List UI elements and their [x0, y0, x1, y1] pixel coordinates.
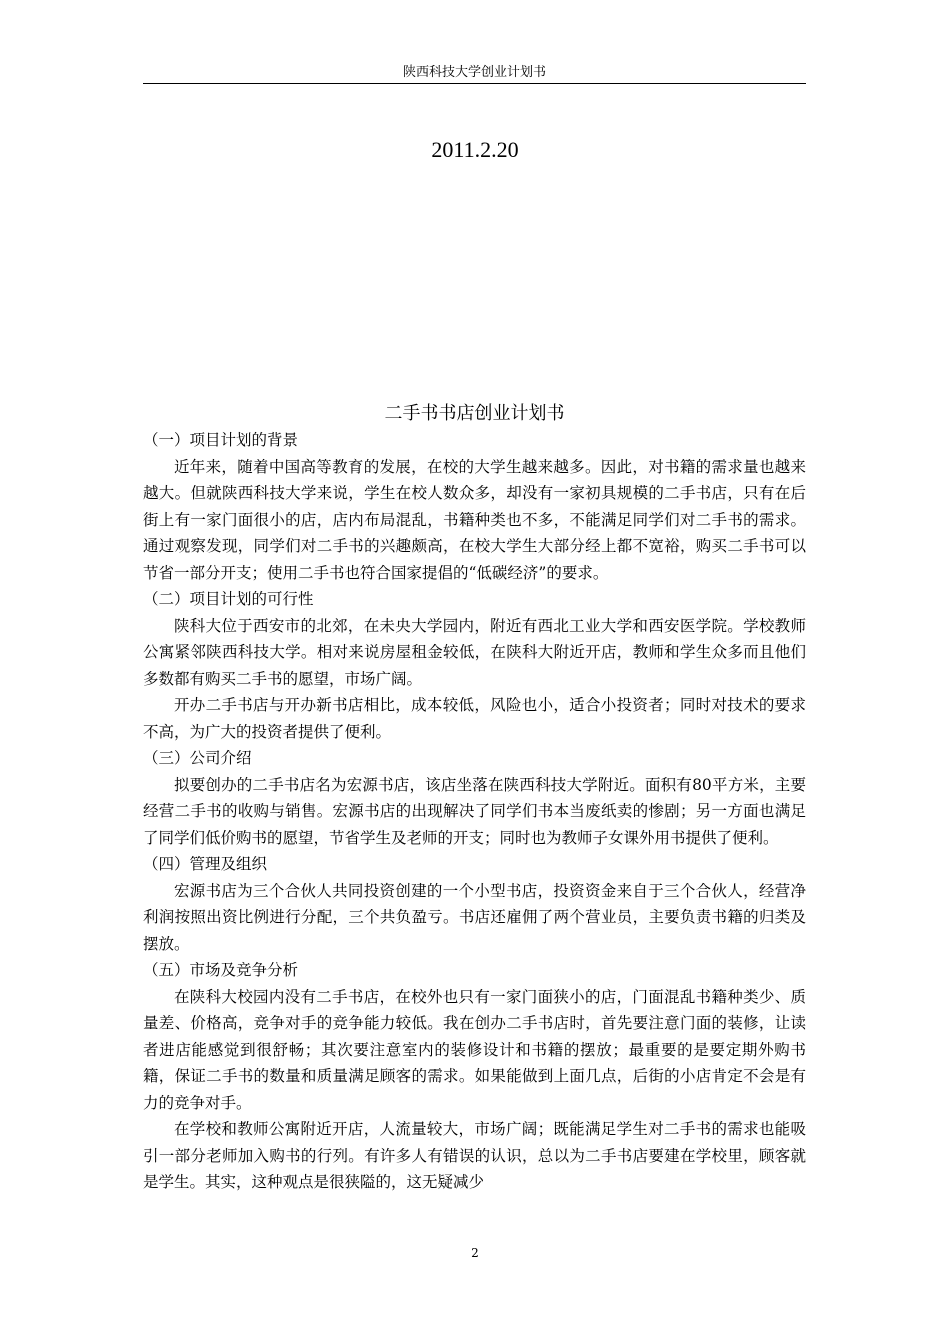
running-header: 陕西科技大学创业计划书 — [402, 65, 546, 80]
document-date: 2011.2.20 — [431, 137, 519, 162]
section-heading-background: （一）项目计划的背景 — [143, 431, 299, 449]
paragraph: 开办二手书店与开办新书店相比，成本较低，风险也小，适合小投资者；同时对技术的要求不高，为广大的投资者提供了便利。 — [143, 696, 806, 741]
paragraph: 近年来，随着中国高等教育的发展，在校的大学生越来越多。因此，对书籍的需求量也越来越大。但就陕西科技大学来说，学生在校人数众多，却没有一家初具规模的二手书店，只有在后街上有一家门面很小的店，店内布局混乱，书籍种类也不多，不能满足同学们对二手书的需求。通过观察发现，同学们对二手书的兴趣颇高，在校大学生大部分经上都不宽裕，购买二手书可以节省一部分开支；使用二手书也符合国家提倡的“低碳经济”的要求。 — [143, 457, 806, 582]
paragraph: 在陕科大校园内没有二手书店，在校外也只有一家门面狭小的店，门面混乱书籍种类少、质量差、价格高，竞争对手的竞争能力较低。我在创办二手书店时，首先要注意门面的装修，让读者进店能感觉到很舒畅；其次要注意室内的装修设计和书籍的摆放；最重要的是要定期外购书籍，保证二手书的数量和质量满足顾客的需求。如果能做到上面几点，后街的小店肯定不会是有力的竞争对手。 — [143, 987, 806, 1112]
section-heading-company: （三）公司介绍 — [143, 749, 252, 767]
paragraph: 宏源书店为三个合伙人共同投资创建的一个小型书店，投资资金来自于三个合伙人，经营净利润按照出资比例进行分配，三个共负盈亏。书店还雇佣了两个营业员，主要负责书籍的归类及摆放。 — [143, 881, 806, 953]
document-body — [143, 400, 806, 1196]
page-number: 2 — [471, 1246, 479, 1260]
section-heading-management: （四）管理及组织 — [143, 855, 268, 873]
paragraph: 在学校和教师公寓附近开店，人流量较大，市场广阔；既能满足学生对二手书的需求也能吸引一部分老师加入购书的行列。有许多人有错误的认识，总以为二手书店要建在学校里，顾客就是学生。其实，这种观点是很狭隘的，这无疑减少 — [143, 1120, 806, 1191]
section-heading-market: （五）市场及竞争分析 — [143, 961, 299, 979]
document-title: 二手书书店创业计划书 — [384, 403, 565, 424]
paragraph: 陕科大位于西安市的北郊，在未央大学园内，附近有西北工业大学和西安医学院。学校教师公寓紧邻陕西科技大学。相对来说房屋租金较低，在陕科大附近开店，教师和学生众多而且他们多数都有购买二手书的愿望，市场广阔。 — [143, 616, 806, 688]
header-rule — [143, 83, 806, 84]
section-heading-feasibility: （二）项目计划的可行性 — [143, 590, 314, 608]
paragraph: 拟要创办的二手书店名为宏源书店，该店坐落在陕西科技大学附近。面积有80平方米，主要经营二手书的收购与销售。宏源书店的出现解决了同学们书本当废纸卖的惨剧；另一方面也满足了同学们低价购书的愿望，节省学生及老师的开支；同时也为教师子女课外用书提供了便利。 — [143, 775, 806, 847]
